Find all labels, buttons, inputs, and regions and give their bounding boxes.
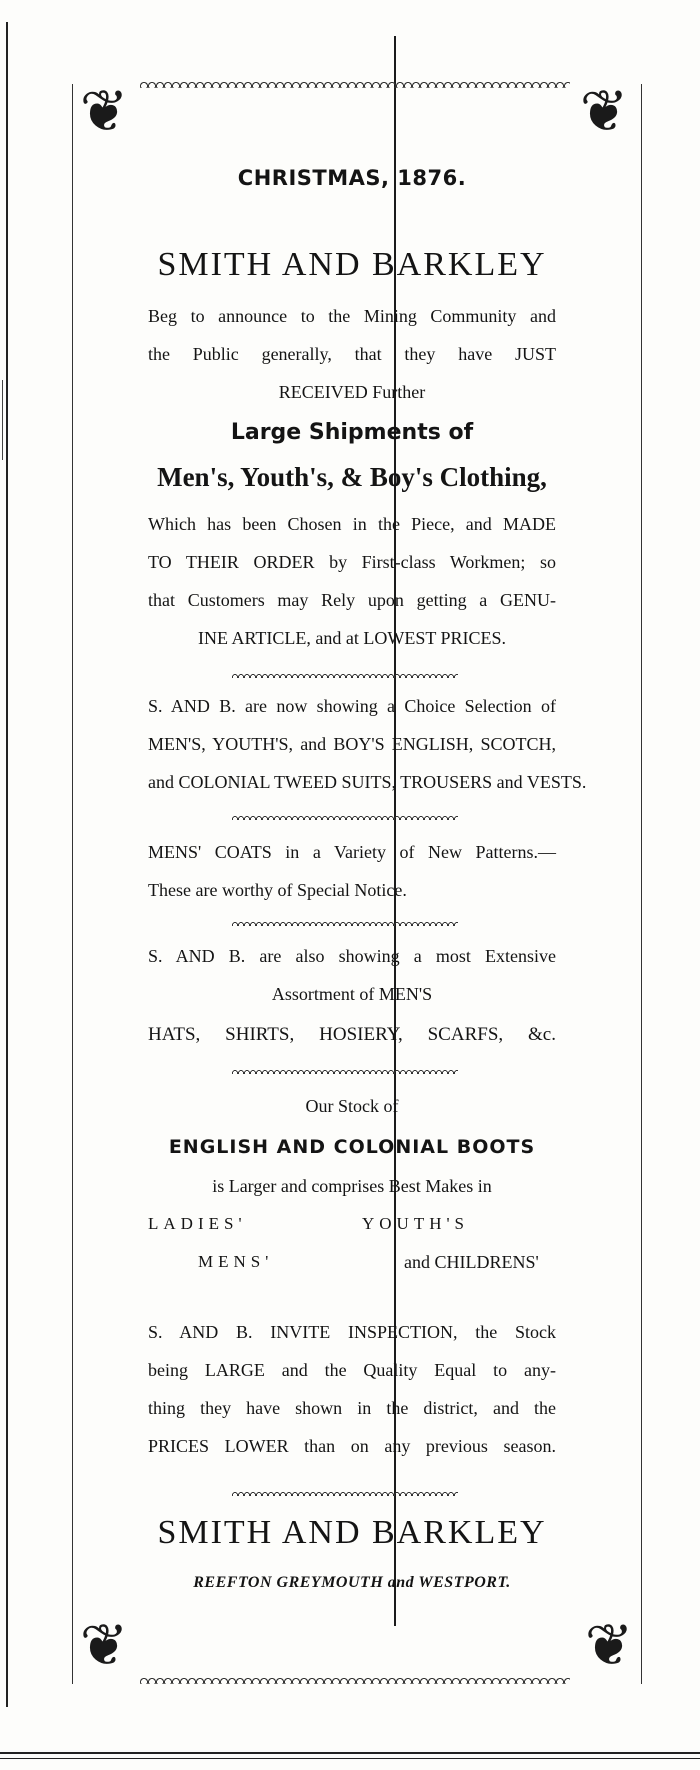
chosen-line: INE ARTICLE, and at LOWEST PRICES. [197, 628, 507, 648]
assortment-line: HATS, SHIRTS, HOSIERY, SCARFS, &c. [148, 1024, 556, 1045]
intro-line: Beg to announce to the Mining Community and [148, 306, 556, 326]
ladies-label: LADIES' [148, 1214, 247, 1233]
clothing-line: Men's, Youth's, & Boy's Clothing, [157, 462, 547, 492]
section-divider [232, 920, 458, 926]
fleuron-icon: ❦ [584, 1613, 634, 1678]
selection-line: S. AND B. are now showing a Choice Selection of [148, 696, 556, 716]
chosen-line: Which has been Chosen in the Piece, and MADE [148, 514, 556, 534]
invite-line: S. AND B. INVITE INSPECTION, the Stock [148, 1322, 556, 1342]
section-divider [232, 672, 458, 678]
firm-name: SMITH AND BARKLEY [157, 246, 547, 283]
firm-name-footer: SMITH AND BARKLEY [157, 1514, 547, 1551]
selection-line: and COLONIAL TWEED SUITS, TROUSERS and VESTS. [148, 772, 587, 792]
fleuron-icon: ❦ [79, 1613, 129, 1678]
mens-label: MENS' [198, 1252, 274, 1271]
invite-line: being LARGE and the Quality Equal to any- [148, 1360, 556, 1380]
chosen-line: that Customers may Rely upon getting a GENU- [148, 590, 556, 610]
coats-line: These are worthy of Special Notice. [148, 880, 407, 900]
boots-line: ENGLISH AND COLONIAL BOOTS [168, 1136, 536, 1158]
towns-line: REEFTON GREYMOUTH and WESTPORT. [193, 1574, 511, 1591]
selection-line: MEN'S, YOUTH'S, and BOY'S ENGLISH, SCOTCH, [148, 734, 556, 754]
heading: CHRISTMAS, 1876. [237, 166, 467, 190]
fleuron-icon: ❦ [79, 79, 129, 144]
makes-line: is Larger and comprises Best Makes in [212, 1176, 492, 1196]
invite-line: thing they have shown in the district, and the [148, 1398, 556, 1418]
assortment-line: Assortment of MEN'S [271, 984, 433, 1004]
stock-line: Our Stock of [305, 1096, 399, 1116]
assortment-line: S. AND B. are also showing a most Extensive [148, 946, 556, 966]
coats-line: MENS' COATS in a Variety of New Patterns.— [148, 842, 556, 862]
intro-line: the Public generally, that they have JUST [148, 344, 556, 364]
intro-line: RECEIVED Further [278, 382, 426, 402]
invite-line: PRICES LOWER than on any previous season. [148, 1436, 556, 1456]
section-divider [232, 1490, 458, 1496]
shipments-line: Large Shipments of [230, 420, 474, 445]
fleuron-icon: ❦ [579, 79, 629, 144]
section-divider [232, 1068, 458, 1074]
youths-label: YOUTH'S [362, 1214, 470, 1233]
childrens-label: and CHILDRENS' [404, 1252, 539, 1272]
chosen-line: TO THEIR ORDER by First-class Workmen; so [148, 552, 556, 572]
section-divider [232, 814, 458, 820]
